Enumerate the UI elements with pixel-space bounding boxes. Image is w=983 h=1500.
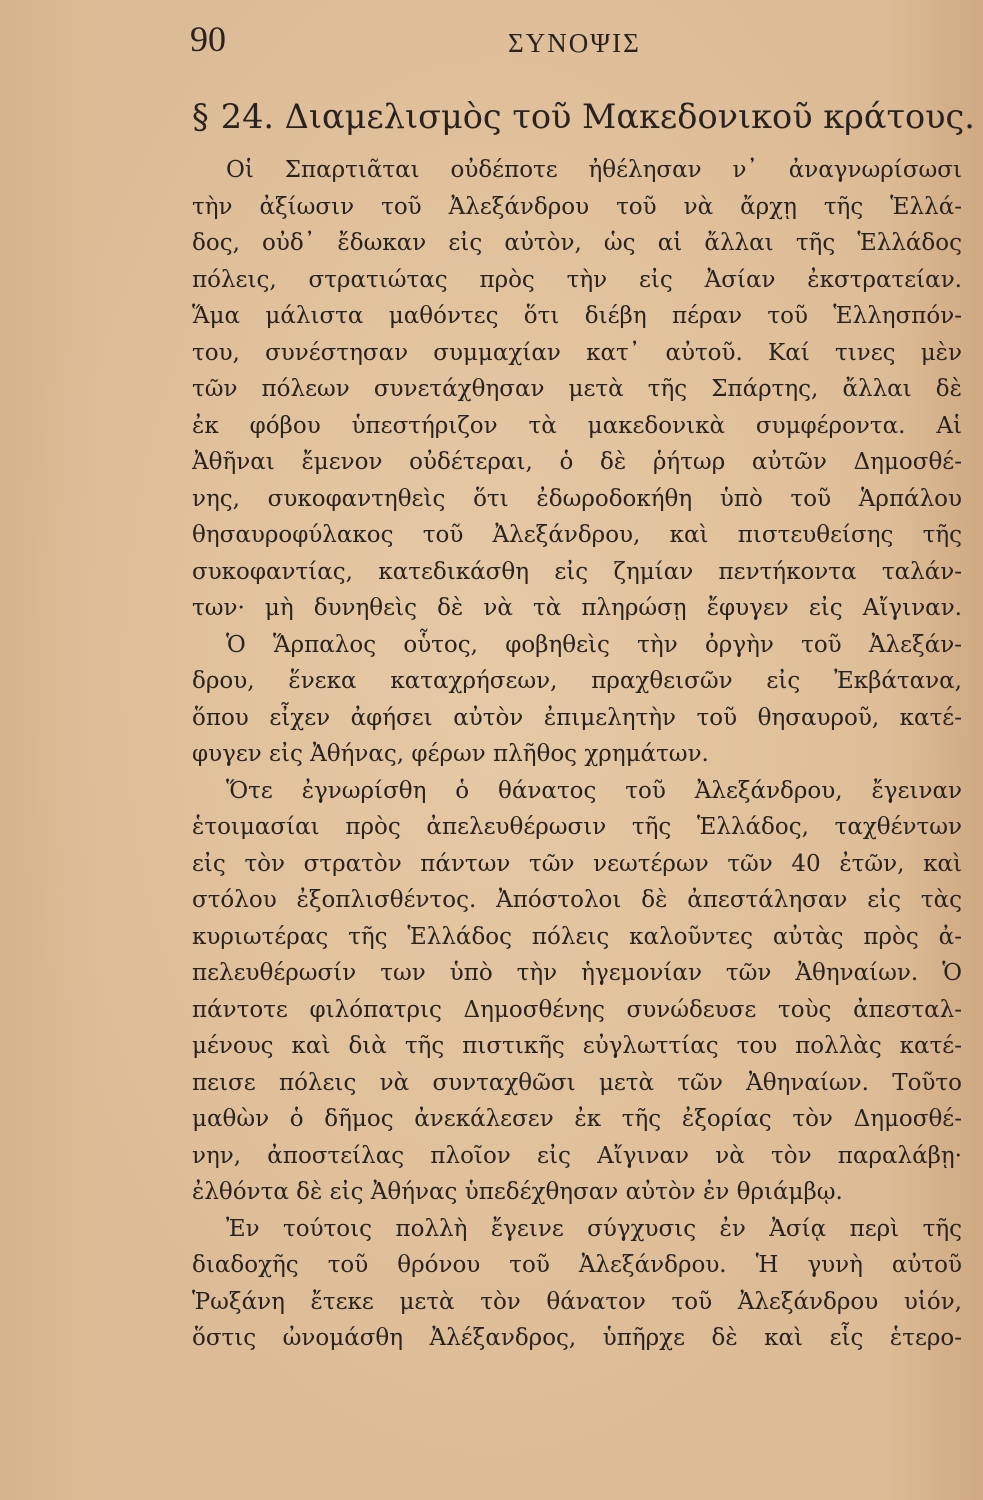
- text-line: πελευθέρωσίν των ὑπὸ τὴν ἡγεμονίαν τῶν Ἀθηναίων. Ὁ: [192, 960, 962, 986]
- text-line: τῶν πόλεων συνετάχθησαν μετὰ τῆς Σπάρτης, ἄλλαι δὲ: [192, 376, 962, 402]
- text-line: Ἐν τούτοις πολλὴ ἔγεινε σύγχυσις ἐν Ἀσίᾳ περὶ τῆς: [226, 1215, 962, 1242]
- text-line: ἑτοιμασίαι πρὸς ἀπελευθέρωσιν τῆς Ἑλλάδος, ταχθέντων: [192, 814, 962, 840]
- text-line: δρου, ἕνεκα καταχρήσεων, πραχθεισῶν εἰς Ἐκβάτανα,: [192, 668, 962, 694]
- text-line: πόλεις, στρατιώτας πρὸς τὴν εἰς Ἀσίαν ἐκστρατείαν.: [192, 266, 962, 293]
- text-line: πάντοτε φιλόπατρις Δημοσθένης συνώδευσε τοὺς ἀπεσταλ-: [192, 996, 962, 1023]
- text-line: ὅπου εἶχεν ἀφήσει αὐτὸν ἐπιμελητὴν τοῦ θησαυροῦ, κατέ-: [192, 704, 962, 731]
- text-line: του, συνέστησαν συμμαχίαν κατ᾽ αὐτοῦ. Καί τινες μὲν: [192, 339, 962, 366]
- text-line: νης, συκοφαντηθεὶς ὅτι ἐδωροδοκήθη ὑπὸ τοῦ Ἁρπάλου: [192, 485, 962, 512]
- running-head: [190, 14, 960, 64]
- text-line: των· μὴ δυνηθεὶς δὲ νὰ τὰ πληρώσῃ ἔφυγεν εἰς Αἴγιναν.: [192, 595, 962, 621]
- section-symbol: §: [192, 97, 209, 136]
- text-line: εἰς τὸν στρατὸν πάντων τῶν νεωτέρων τῶν 40 ἐτῶν, καὶ: [192, 850, 962, 877]
- text-line: Οἱ Σπαρτιᾶται οὐδέποτε ἠθέλησαν ν᾽ ἀναγνωρίσωσι: [226, 157, 962, 183]
- text-line: Ἀθῆναι ἔμενον οὐδέτεραι, ὁ δὲ ῥήτωρ αὐτῶν Δημοσθέ-: [192, 449, 962, 475]
- text-line: ἐκ φόβου ὑπεστήριζον τὰ μακεδονικὰ συμφέροντα. Αἱ: [192, 412, 962, 439]
- section-heading: [192, 90, 982, 144]
- text-line: μένους καὶ διὰ τῆς πιστικῆς εὐγλωττίας του πολλὰς κατέ-: [192, 1033, 962, 1059]
- text-line: πεισε πόλεις νὰ συνταχθῶσι μετὰ τῶν Ἀθηναίων. Τοῦτο: [192, 1069, 962, 1096]
- text-line: κυριωτέρας τῆς Ἑλλάδος πόλεις καλοῦντες αὐτὰς πρὸς ἀ-: [192, 923, 962, 950]
- page-number: 90: [190, 19, 226, 59]
- text-line: μαθὼν ὁ δῆμος ἀνεκάλεσεν ἐκ τῆς ἐξορίας τὸν Δημοσθέ-: [192, 1106, 962, 1132]
- text-line: φυγεν εἰς Ἀθήνας, φέρων πλῆθος χρημάτων.: [192, 741, 709, 767]
- text-line: τὴν ἀξίωσιν τοῦ Ἀλεξάνδρου τοῦ νὰ ἄρχῃ τῆς Ἑλλά-: [192, 193, 962, 220]
- text-line: δος, οὐδ᾽ ἔδωκαν εἰς αὐτὸν, ὡς αἱ ἄλλαι τῆς Ἑλλάδος: [192, 230, 962, 256]
- text-line: Ὁ Ἅρπαλος οὗτος, φοβηθεὶς τὴν ὀργὴν τοῦ Ἀλεξάν-: [226, 631, 962, 658]
- text-line: θησαυροφύλακος τοῦ Ἀλεξάνδρου, καὶ πιστευθείσης τῆς: [192, 522, 962, 548]
- text-line: νην, ἀποστείλας πλοῖον εἰς Αἴγιναν νὰ τὸν παραλάβῃ·: [192, 1142, 962, 1169]
- text-line: Ῥωξάνη ἔτεκε μετὰ τὸν θάνατον τοῦ Ἀλεξάνδρου υἱόν,: [192, 1288, 962, 1315]
- text-line: στόλου ἐξοπλισθέντος. Ἀπόστολοι δὲ ἀπεστάλησαν εἰς τὰς: [192, 887, 962, 913]
- text-line: συκοφαντίας, κατεδικάσθη εἰς ζημίαν πεντήκοντα ταλάν-: [192, 558, 962, 585]
- running-title: ΣΥΝΟΨΙΣ: [508, 28, 641, 58]
- text-line: Ἅμα μάλιστα μαθόντες ὅτι διέβη πέραν τοῦ Ἑλλησπόν-: [192, 303, 962, 329]
- body-text: [192, 152, 962, 1357]
- text-line: Ὅτε ἐγνωρίσθη ὁ θάνατος τοῦ Ἀλεξάνδρου, ἔγειναν: [226, 777, 962, 804]
- text-line: ὅστις ὠνομάσθη Ἀλέξανδρος, ὑπῆρχε δὲ καὶ εἷς ἑτερο-: [192, 1325, 962, 1351]
- section-title: 24. Διαμελισμὸς τοῦ Μακεδονικοῦ κράτους.: [220, 97, 975, 136]
- text-line: ἐλθόντα δὲ εἰς Ἀθήνας ὑπεδέχθησαν αὐτὸν ἐν θριάμβῳ.: [192, 1179, 843, 1205]
- text-line: διαδοχῆς τοῦ θρόνου τοῦ Ἀλεξάνδρου. Ἡ γυνὴ αὐτοῦ: [192, 1252, 962, 1278]
